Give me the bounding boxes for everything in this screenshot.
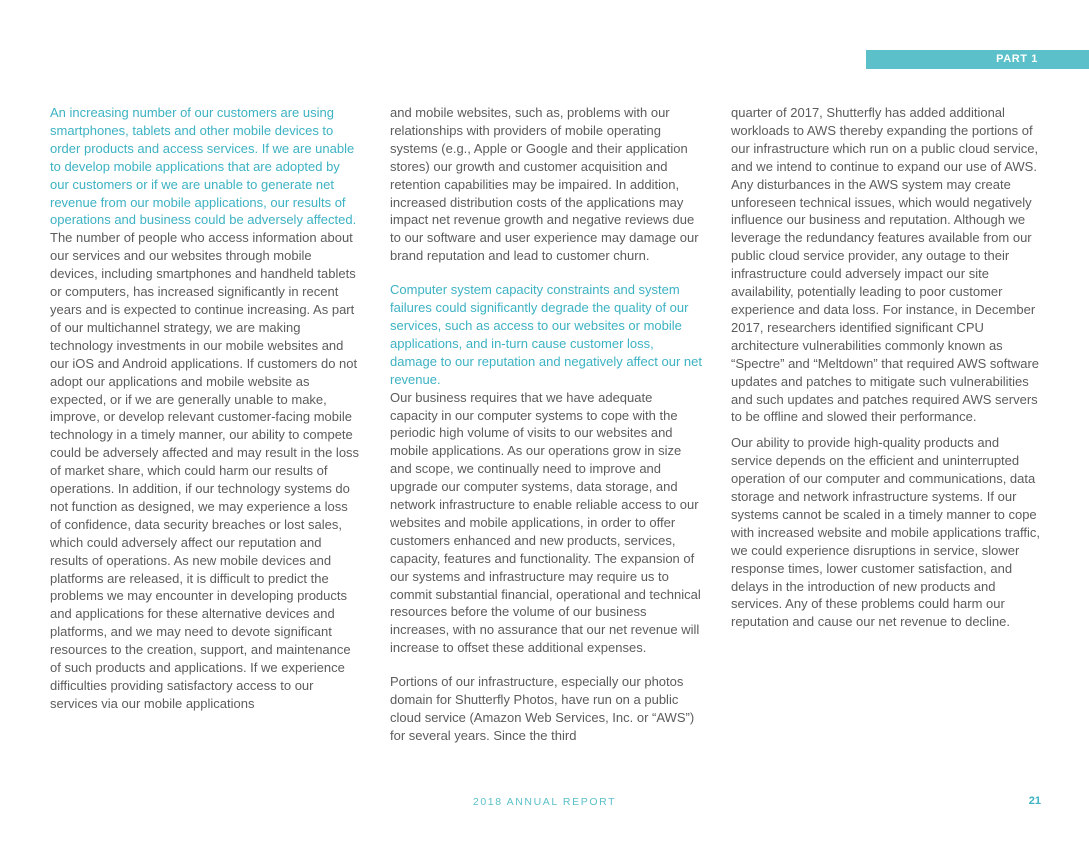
body-paragraph: Our business requires that we have adequate capacity in our computer systems to cope with the periodic high volume of visits to our websites and mobile applications. As our operations grow in size and scope, we continually need to improve and upgrade our computer systems, data storage, and network infrastructure to enable reliable access to our websites and mobile applications, in order to offer customers enhanced and new products, services, capacity, features and functionality. The expansion of our systems and infrastructure may require us to commit substantial financial, operational and technical resources before the volume of our business increases, with no assurance that our net revenue will increase to offset these additional expenses. [390,389,701,656]
body-paragraph: The number of people who access information about our services and our websites through mobile devices, including smartphones and handheld tablets or computers, has increased significantly in recent years and is expected to continue increasing. As part of our multichannel strategy, we are making technology investments in our mobile websites and our iOS and Android applications. If customers do not adopt our applications and mobile website as expected, or if we are generally unable to make, improve, or develop relevant customer-facing mobile technology in a timely manner, our ability to compete could be adversely affected and may result in the loss of market share, which could harm our results of operations. In addition, if our technology systems do not function as designed, we may experience a loss of confidence, data security breaches or lost sales, which could adversely affect our reputation and results of operations. As new mobile devices and platforms are released, it is difficult to predict the problems we may encounter in developing products and applications for these alternative devices and platforms, and we may need to devote significant resources to the creation, support, and maintenance of such products and applications. If we experience difficulties providing satisfactory access to our services via our mobile applications [50,230,360,711]
body-paragraph: Portions of our infrastructure, especially our photos domain for Shutterfly Photos, have run on a public cloud service (Amazon Web Services, Inc. or “AWS”) for several years. Since the third [390,674,695,743]
risk-heading-capacity: Computer system capacity constraints and system failures could significantly degrade the quality of our services, such as access to our websites or mobile applications, and in-turn cause customer loss, damage to our reputation and negatively affect our net revenue. [390,282,702,387]
body-paragraph: Our ability to provide high-quality products and service depends on the efficient and uninterrupted operation of our computer and communications, data storage and network infrastructure systems. If our systems cannot be scaled in a timely manner to cope with increased website and mobile applications traffic, we could experience disruptions in service, slower response times, lower customer satisfaction, and delays in the introduction of new products and services. Any of these problems could harm our reputation and cause our net revenue to decline. [731,435,1041,630]
text-column-3 [731,104,1041,631]
page-number: 21 [1028,795,1041,807]
risk-heading-mobile: An increasing number of our customers are using smartphones, tablets and other mobile devices to order products and access services. If we are unable to develop mobile applications that are adopted by our customers or if we are unable to generate net revenue from our mobile applications, our results of operations and business could be adversely affected. [50,105,357,228]
body-paragraph: quarter of 2017, Shutterfly has added additional workloads to AWS thereby expanding the portions of our infrastructure which run on a public cloud service, and we intend to continue to expand our use of AWS. Any disturbances in the AWS system may create unforeseen technical issues, which would negatively influence our business and reputation. Although we leverage the redundancy features available from our public cloud service provider, any outage to their infrastructure could adversely impact our site availability, potentially leading to poor customer experience and data loss. For instance, in December 2017, researchers identified significant CPU architecture vulnerabilities commonly known as “Spectre” and “Meltdown” that required AWS software updates and patches to mitigate such vulnerabilities and such updates and patches required AWS servers to be offline and slowed their performance. [731,105,1040,425]
text-column-2 [390,104,702,745]
text-column-1 [50,104,362,713]
body-paragraph: and mobile websites, such as, problems with our relationships with providers of mobile operating systems (e.g., Apple or Google and their application stores) our growth and customer acquisition and retention capabilities may be impaired. In addition, increased distribution costs of the applications may impact net revenue growth and negative reviews due to our software and user experience may damage our brand reputation and lead to customer churn. [390,105,699,264]
footer-report-title: 2018 ANNUAL REPORT [472,796,617,808]
section-part-label: PART 1 [866,50,1089,69]
